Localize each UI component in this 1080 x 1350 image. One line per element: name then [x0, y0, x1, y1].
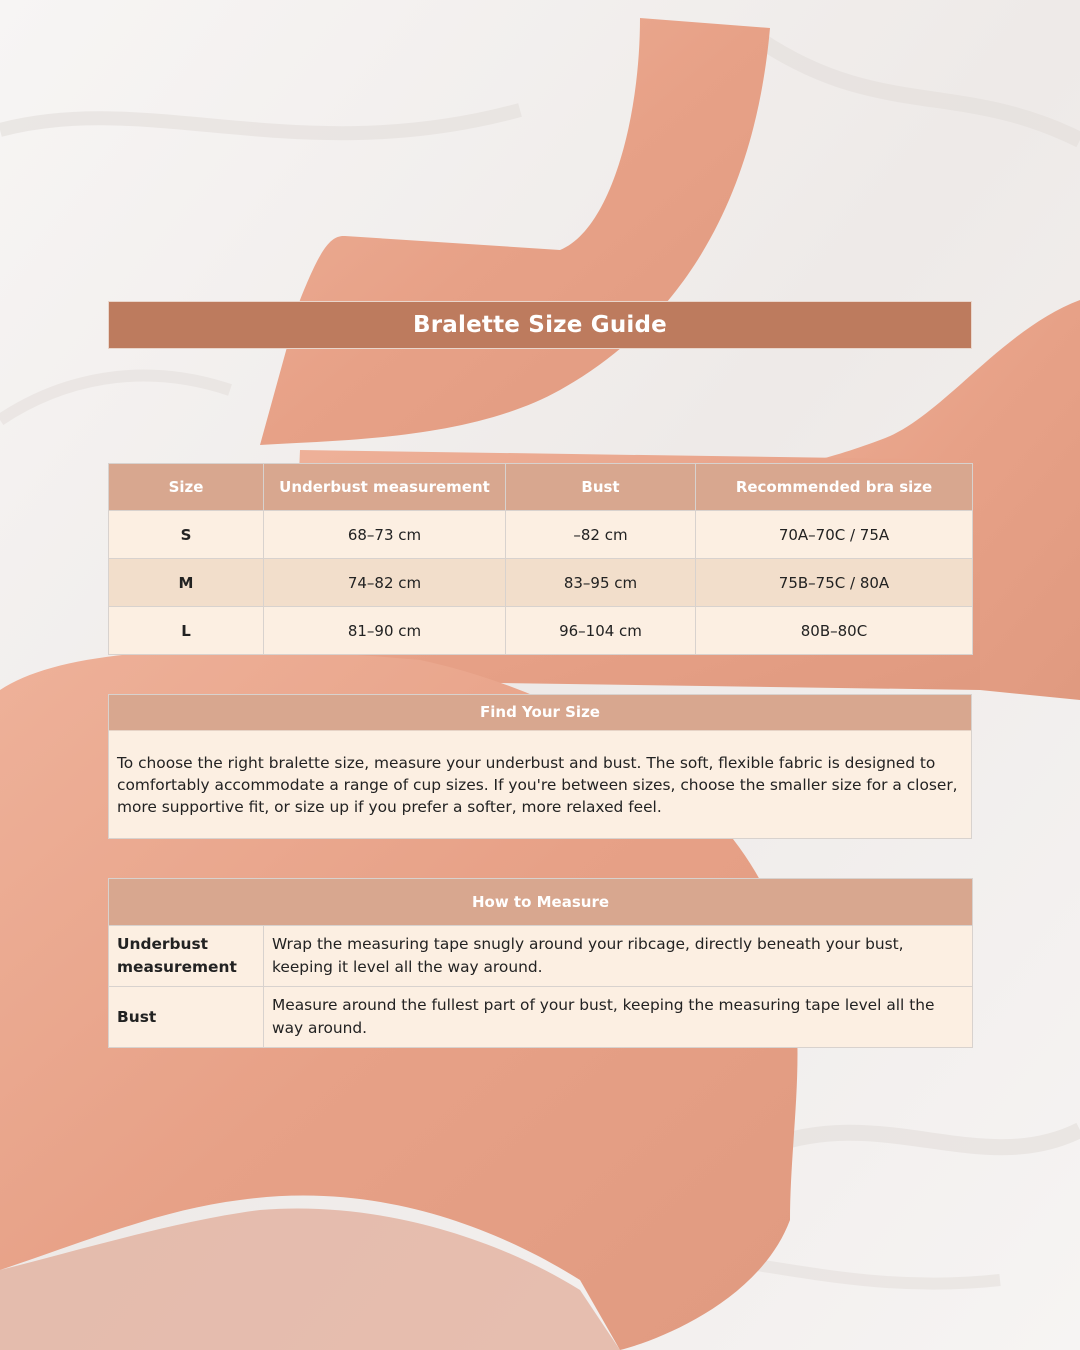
- table-row: [109, 607, 973, 655]
- measure-description: Measure around the fullest part of your bust, keeping the measuring tape level all the way around.: [264, 987, 973, 1048]
- bust-cell: 96–104 cm: [506, 607, 696, 655]
- size-cell: M: [109, 559, 264, 607]
- measure-term: Bust: [109, 987, 264, 1048]
- size-table: [108, 463, 973, 655]
- bra-size-cell: 75B–75C / 80A: [696, 559, 973, 607]
- bust-cell: 83–95 cm: [506, 559, 696, 607]
- find-your-size-heading: Find Your Size: [109, 695, 971, 731]
- size-table-header-row: [109, 464, 973, 511]
- underbust-cell: 68–73 cm: [264, 511, 506, 559]
- size-cell: S: [109, 511, 264, 559]
- table-row: [109, 511, 973, 559]
- bust-cell: –82 cm: [506, 511, 696, 559]
- page-title: Bralette Size Guide: [413, 312, 667, 338]
- measure-term: Underbust measurement: [109, 926, 264, 987]
- measure-description: Wrap the measuring tape snugly around your ribcage, directly beneath your bust, keeping it level all the way around.: [264, 926, 973, 987]
- bra-size-cell: 70A–70C / 75A: [696, 511, 973, 559]
- title-bar: [108, 301, 972, 349]
- table-row: [109, 926, 973, 987]
- column-header-size: Size: [109, 464, 264, 511]
- how-to-measure-table: [108, 878, 973, 1048]
- underbust-cell: 74–82 cm: [264, 559, 506, 607]
- find-your-size-text: To choose the right bralette size, measure your underbust and bust. The soft, flexible fabric is designed to comfortably accommodate a range of cup sizes. If you're between sizes, choose the smaller size for a closer, more supportive fit, or size up if you prefer a softer, more relaxed feel.: [117, 754, 958, 816]
- table-row: [109, 987, 973, 1048]
- how-to-measure-heading: How to Measure: [109, 879, 973, 926]
- column-header-bust: Bust: [506, 464, 696, 511]
- how-to-measure-header-row: [109, 879, 973, 926]
- column-header-bra-size: Recommended bra size: [696, 464, 973, 511]
- underbust-cell: 81–90 cm: [264, 607, 506, 655]
- find-your-size-box: [108, 694, 972, 839]
- column-header-underbust: Underbust measurement: [264, 464, 506, 511]
- size-cell: L: [109, 607, 264, 655]
- bra-size-cell: 80B–80C: [696, 607, 973, 655]
- table-row: [109, 559, 973, 607]
